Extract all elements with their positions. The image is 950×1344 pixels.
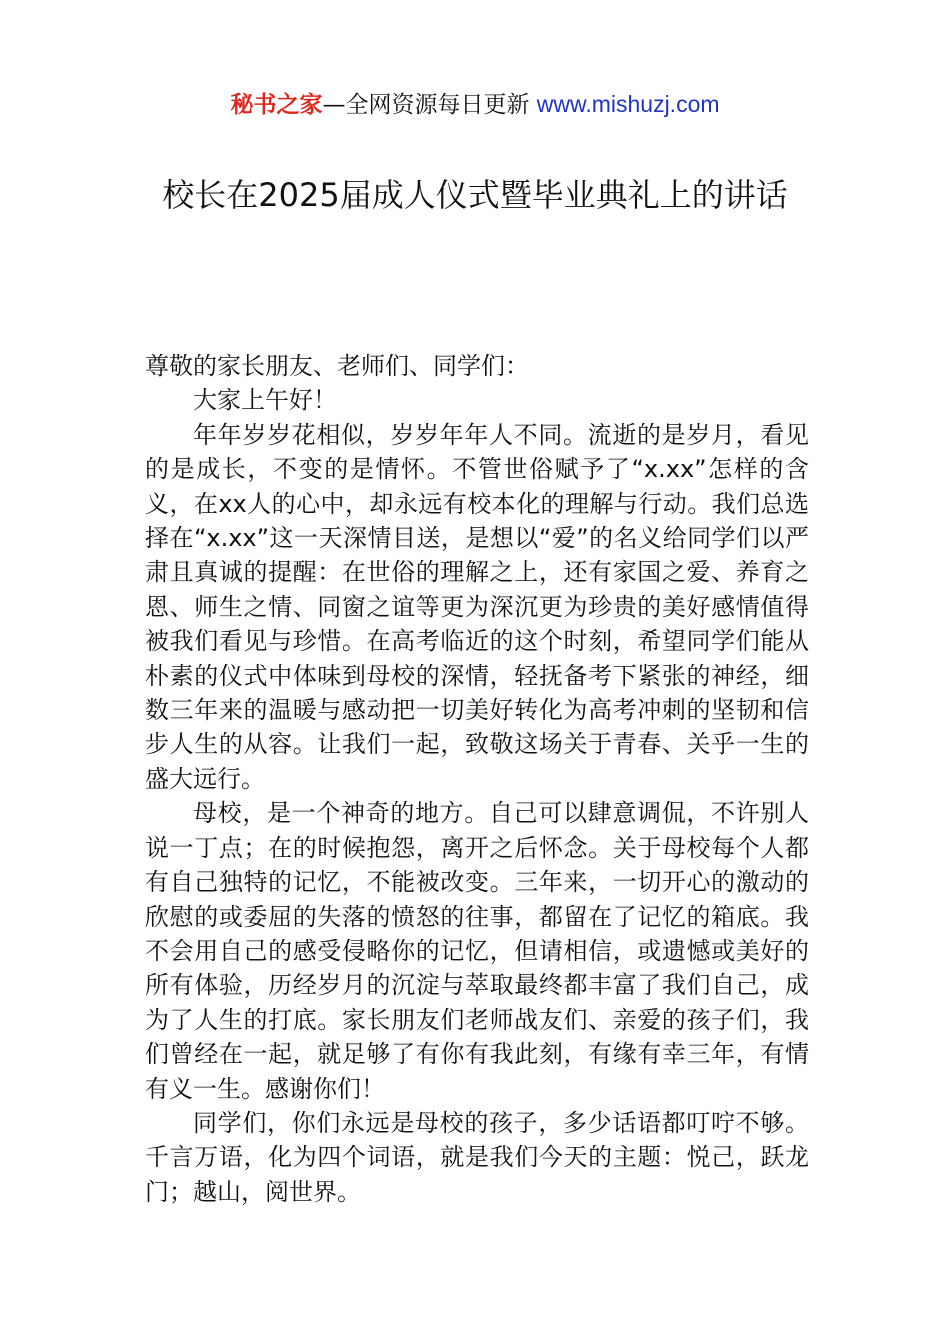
document-title: 校长在2025届成人仪式暨毕业典礼上的讲话 (162, 176, 788, 214)
paragraph: 母校，是一个神奇的地方。自己可以肆意调侃，不许别人说一丁点；在的时候抱怨，离开之后怀念。关于母校每个人都有自己独特的记忆，不能被改变。三年来，一切开心的激动的欣慰的或委屈的失落的愤怒的往事，都留在了记忆的箱底。我不会用自己的感受侵略你的记忆，但请相信，或遗憾或美好的所有体验，历经岁月的沉淀与萃取最终都丰富了我们自己，成为了人生的打底。家长朋友们老师战友们、亲爱的孩子们，我们曾经在一起，就足够了有你有我此刻，有缘有幸三年，有情有义一生。感谢你们！ (145, 799, 809, 1103)
site-slogan: —全网资源每日更新 (322, 92, 537, 118)
paragraph: 同学们，你们永远是母校的孩子，多少话语都叮咛不够。千言万语，化为四个词语，就是我们今天的主题：悦己，跃龙门；越山，阅世界。 (145, 1108, 809, 1206)
paragraph-greeting: 大家上午好！ (193, 386, 337, 415)
salutation: 尊敬的家长朋友、老师们、同学们： (145, 352, 529, 380)
paragraph: 年年岁岁花相似，岁岁年年人不同。流逝的是岁月，看见的是成长，不变的是情怀。不管世俗赋予了“x.xx”怎样的含义，在xx人的心中，却永远有校本化的理解与行动。我们总选择在“x.xx”这一天深情目送，是想以“爱”的名义给同学们以严肃且真诚的提醒：在世俗的理解之上，还有家国之爱、养育之恩、师生之情、同窗之谊等更为深沉更为珍贵的美好感情值得被我们看见与珍惜。在高考临近的这个时刻，希望同学们能从朴素的仪式中体味到母校的深情，轻抚备考下紧张的神经，细数三年来的温暖与感动把一切美好转化为高考冲刺的坚韧和信步人生的从容。让我们一起，致敬这场关于青春、关乎一生的盛大远行。 (145, 420, 809, 793)
site-url-link[interactable]: www.mishuzj.com (536, 91, 720, 117)
site-header (0, 88, 950, 121)
document-body (145, 349, 809, 1209)
site-brand: 秘书之家 (230, 92, 323, 118)
